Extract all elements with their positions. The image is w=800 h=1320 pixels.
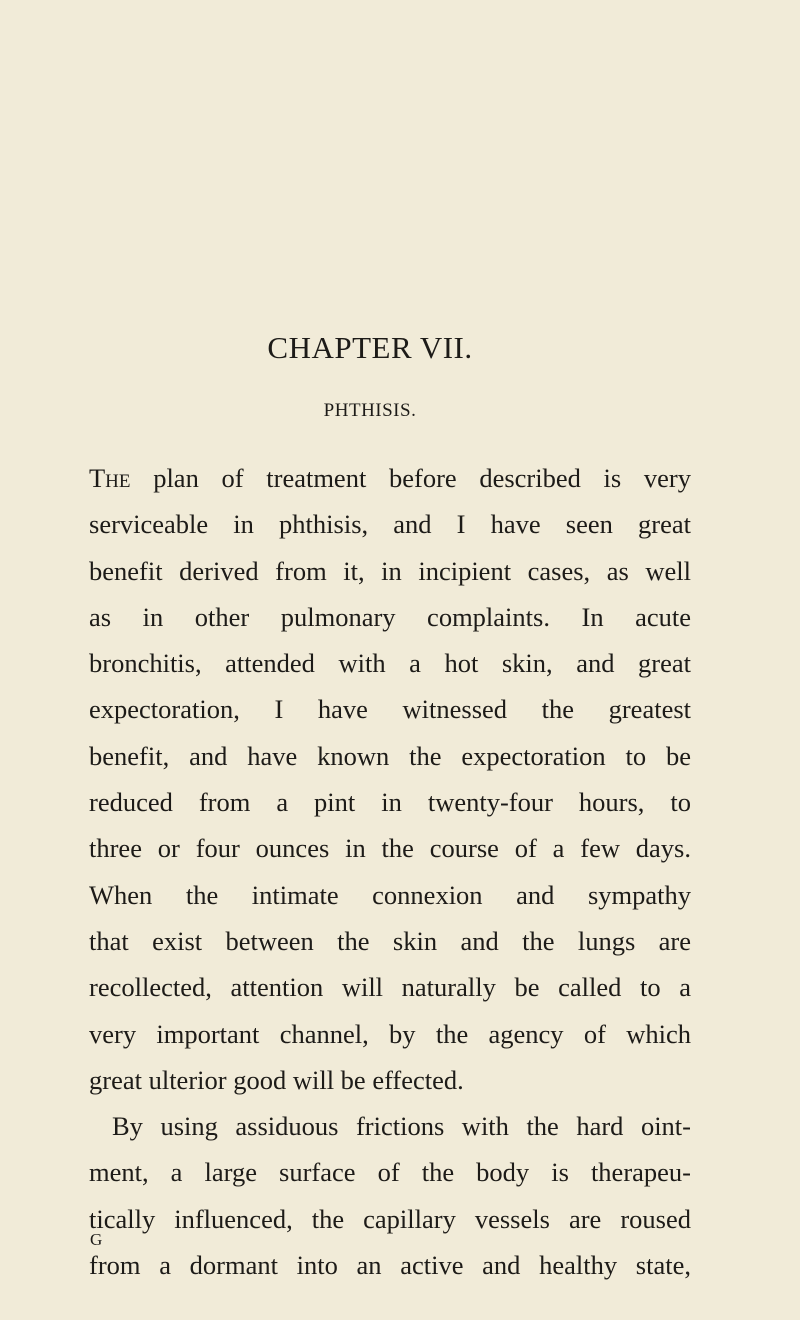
text-line: benefit, and have known the expectoration to be (89, 740, 691, 771)
text-line: very important channel, by the agency of which (89, 1018, 691, 1049)
signature-mark: G (90, 1230, 103, 1249)
text-line: tically influenced, the capillary vessels are roused (89, 1203, 691, 1234)
text-line: benefit derived from it, in incipient cases, as well (89, 555, 691, 586)
text-line: as in other pulmonary complaints. In acute (89, 601, 691, 632)
text-line: reduced from a pint in twenty-four hours, to (89, 787, 691, 818)
text-line: three or four ounces in the course of a few days. (89, 833, 691, 864)
text-line: ment, a large surface of the body is therapeu- (89, 1157, 691, 1188)
text-line: great ulterior good will be effected. (89, 1064, 464, 1095)
chapter-title: CHAPTER VII. (267, 330, 473, 365)
text-line: that exist between the skin and the lungs are (89, 925, 691, 956)
text-line: expectoration, I have witnessed the greatest (89, 694, 691, 725)
text-line: By using assiduous frictions with the hard oint- (112, 1111, 691, 1142)
text-line: recollected, attention will naturally be called to a (89, 972, 691, 1003)
text-line: bronchitis, attended with a hot skin, and great (89, 648, 691, 679)
text-line: from a dormant into an active and healthy state, (89, 1250, 691, 1281)
text-line: When the intimate connexion and sympathy (89, 879, 691, 910)
text-line: The plan of treatment before described is very (89, 463, 691, 493)
section-title: PHTHISIS. (323, 400, 417, 421)
opening-word: The (89, 463, 131, 493)
text-line: serviceable in phthisis, and I have seen great (89, 509, 691, 540)
body-text (89, 455, 691, 1288)
